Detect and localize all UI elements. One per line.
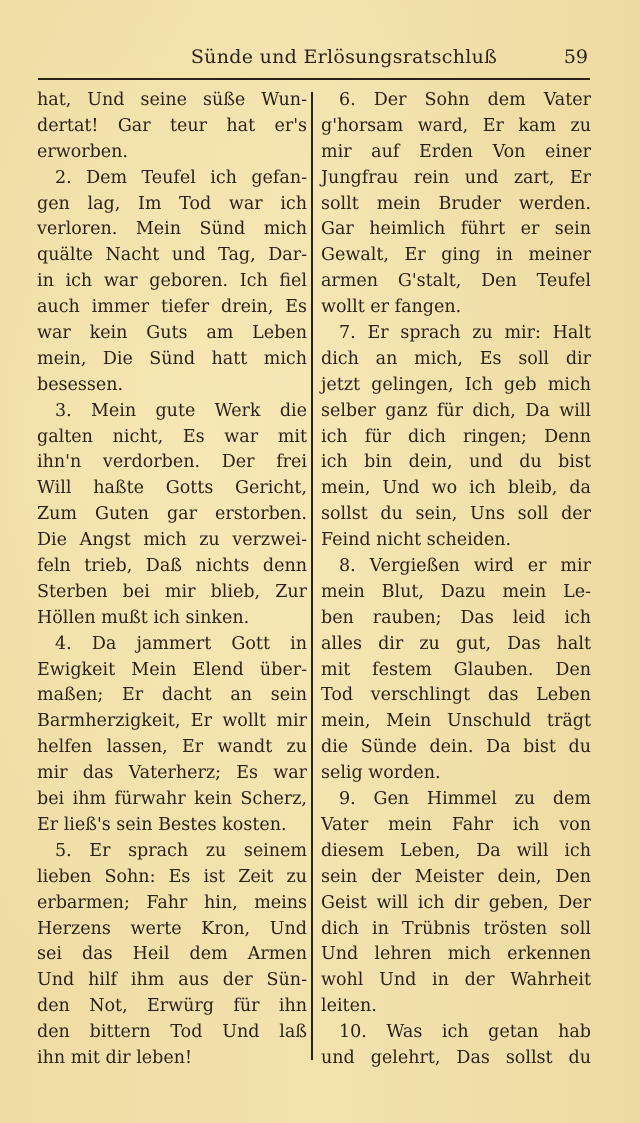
- text-line: lieben Sohn: Es ist Zeit zu: [37, 866, 307, 887]
- text-line: 4. Da jammert Gott in: [55, 633, 307, 654]
- text-line: 2. Dem Teufel ich gefan-: [55, 167, 307, 188]
- right-column: [321, 88, 591, 1072]
- text-line: ich bin dein, und du bist: [321, 452, 591, 473]
- text-line: Gar heimlich führt er sein: [321, 219, 591, 240]
- text-line: leiten.: [321, 996, 377, 1017]
- text-line: 7. Er sprach zu mir: Halt: [339, 323, 591, 344]
- text-line: ihn'n verdorben. Der frei: [37, 452, 307, 473]
- text-line: ihn mit dir leben!: [37, 1047, 193, 1068]
- text-line: Geist will ich dir geben, Der: [321, 892, 591, 913]
- page-number: 59: [563, 46, 588, 68]
- text-line: mein, Mein Unschuld trägt: [321, 711, 591, 732]
- text-line: Höllen mußt ich sinken.: [37, 607, 250, 628]
- text-line: Will haßte Gotts Gericht,: [37, 478, 307, 499]
- column-divider: [311, 92, 313, 1060]
- text-line: selber ganz für dich, Da will: [321, 400, 591, 421]
- text-line: galten nicht, Es war mit: [37, 426, 307, 447]
- text-line: den Not, Erwürg für ihn: [37, 996, 307, 1017]
- text-line: gen lag, Im Tod war ich: [37, 193, 307, 214]
- text-line: erbarmen; Fahr hin, meins: [37, 892, 307, 913]
- text-line: g'horsam ward, Er kam zu: [321, 115, 591, 136]
- text-line: die Sünde dein. Da bist du: [321, 737, 591, 758]
- text-line: mein Blut, Dazu mein Le-: [321, 581, 591, 602]
- text-line: feln trieb, Daß nichts denn: [37, 556, 307, 577]
- text-line: ich für dich ringen; Denn: [321, 426, 591, 447]
- text-line: sollt mein Bruder werden.: [321, 193, 591, 214]
- text-line: quälte Nacht und Tag, Dar-: [37, 245, 307, 266]
- text-line: 10. Was ich getan hab: [339, 1022, 591, 1043]
- text-line: dich an mich, Es soll dir: [321, 348, 591, 369]
- text-line: maßen; Er dacht an sein: [37, 685, 307, 706]
- text-line: wollt er fangen.: [321, 297, 462, 318]
- text-line: Sterben bei mir blieb, Zur: [37, 581, 307, 602]
- text-line: Und lehren mich erkennen: [321, 944, 591, 965]
- header-rule: [38, 78, 590, 80]
- text-line: bei ihm fürwahr kein Scherz,: [37, 789, 307, 810]
- text-line: sein der Meister dein, Den: [321, 866, 591, 887]
- text-line: Gewalt, Er ging in meiner: [321, 245, 591, 266]
- text-line: mein, Und wo ich bleib, da: [321, 478, 591, 499]
- text-line: 9. Gen Himmel zu dem: [339, 789, 591, 810]
- text-line: den bittern Tod Und laß: [37, 1022, 307, 1043]
- text-line: und gelehrt, Das sollst du: [321, 1047, 591, 1068]
- text-line: Er ließ's sein Bestes kosten.: [37, 814, 287, 835]
- text-line: mein, Die Sünd hatt mich: [37, 348, 307, 369]
- text-line: Feind nicht scheiden.: [321, 530, 512, 551]
- text-line: erworben.: [37, 141, 128, 162]
- text-line: sei das Heil dem Armen: [37, 944, 307, 965]
- text-line: war kein Guts am Leben: [37, 323, 307, 344]
- text-line: Barmherzigkeit, Er wollt mir: [37, 711, 307, 732]
- text-line: hat, Und seine süße Wun-: [37, 90, 307, 110]
- text-line: ben rauben; Das leid ich: [321, 607, 591, 628]
- text-line: auch immer tiefer drein, Es: [37, 297, 307, 318]
- text-line: Ewigkeit Mein Elend über-: [37, 659, 307, 680]
- text-line: 6. Der Sohn dem Vater: [339, 90, 591, 110]
- text-line: 8. Vergießen wird er mir: [339, 556, 591, 577]
- text-line: 3. Mein gute Werk die: [55, 400, 307, 421]
- text-line: Vater mein Fahr ich von: [321, 814, 591, 835]
- text-line: in ich war geboren. Ich fiel: [37, 271, 307, 292]
- text-line: verloren. Mein Sünd mich: [37, 219, 307, 240]
- text-line: alles dir zu gut, Das halt: [321, 633, 591, 654]
- text-line: Und hilf ihm aus der Sün-: [37, 970, 307, 991]
- text-line: sollst du sein, Uns soll der: [321, 504, 591, 525]
- text-line: Zum Guten gar erstorben.: [37, 504, 307, 525]
- text-line: jetzt gelingen, Ich geb mich: [321, 374, 591, 395]
- text-line: 5. Er sprach zu seinem: [55, 840, 307, 861]
- text-line: dertat! Gar teur hat er's: [37, 115, 307, 136]
- text-line: mir das Vaterherz; Es war: [37, 763, 307, 784]
- text-line: Die Angst mich zu verzwei-: [37, 530, 307, 551]
- text-line: mir auf Erden Von einer: [321, 141, 591, 162]
- text-line: armen G'stalt, Den Teufel: [321, 271, 591, 292]
- text-line: Jungfrau rein und zart, Er: [321, 167, 591, 188]
- text-line: Tod verschlingt das Leben: [321, 685, 591, 706]
- text-line: helfen lassen, Er wandt zu: [37, 737, 307, 758]
- left-column: [37, 88, 307, 1072]
- text-line: Herzens werte Kron, Und: [37, 918, 307, 939]
- text-line: mit festem Glauben. Den: [321, 659, 591, 680]
- running-head: [38, 44, 590, 74]
- text-line: dich in Trübnis trösten soll: [321, 918, 591, 939]
- text-line: wohl Und in der Wahrheit: [321, 970, 591, 991]
- running-title: Sünde und Erlösungsratschluß: [190, 46, 498, 68]
- text-line: selig worden.: [321, 763, 441, 784]
- text-line: besessen.: [37, 374, 124, 395]
- text-line: diesem Leben, Da will ich: [321, 840, 591, 861]
